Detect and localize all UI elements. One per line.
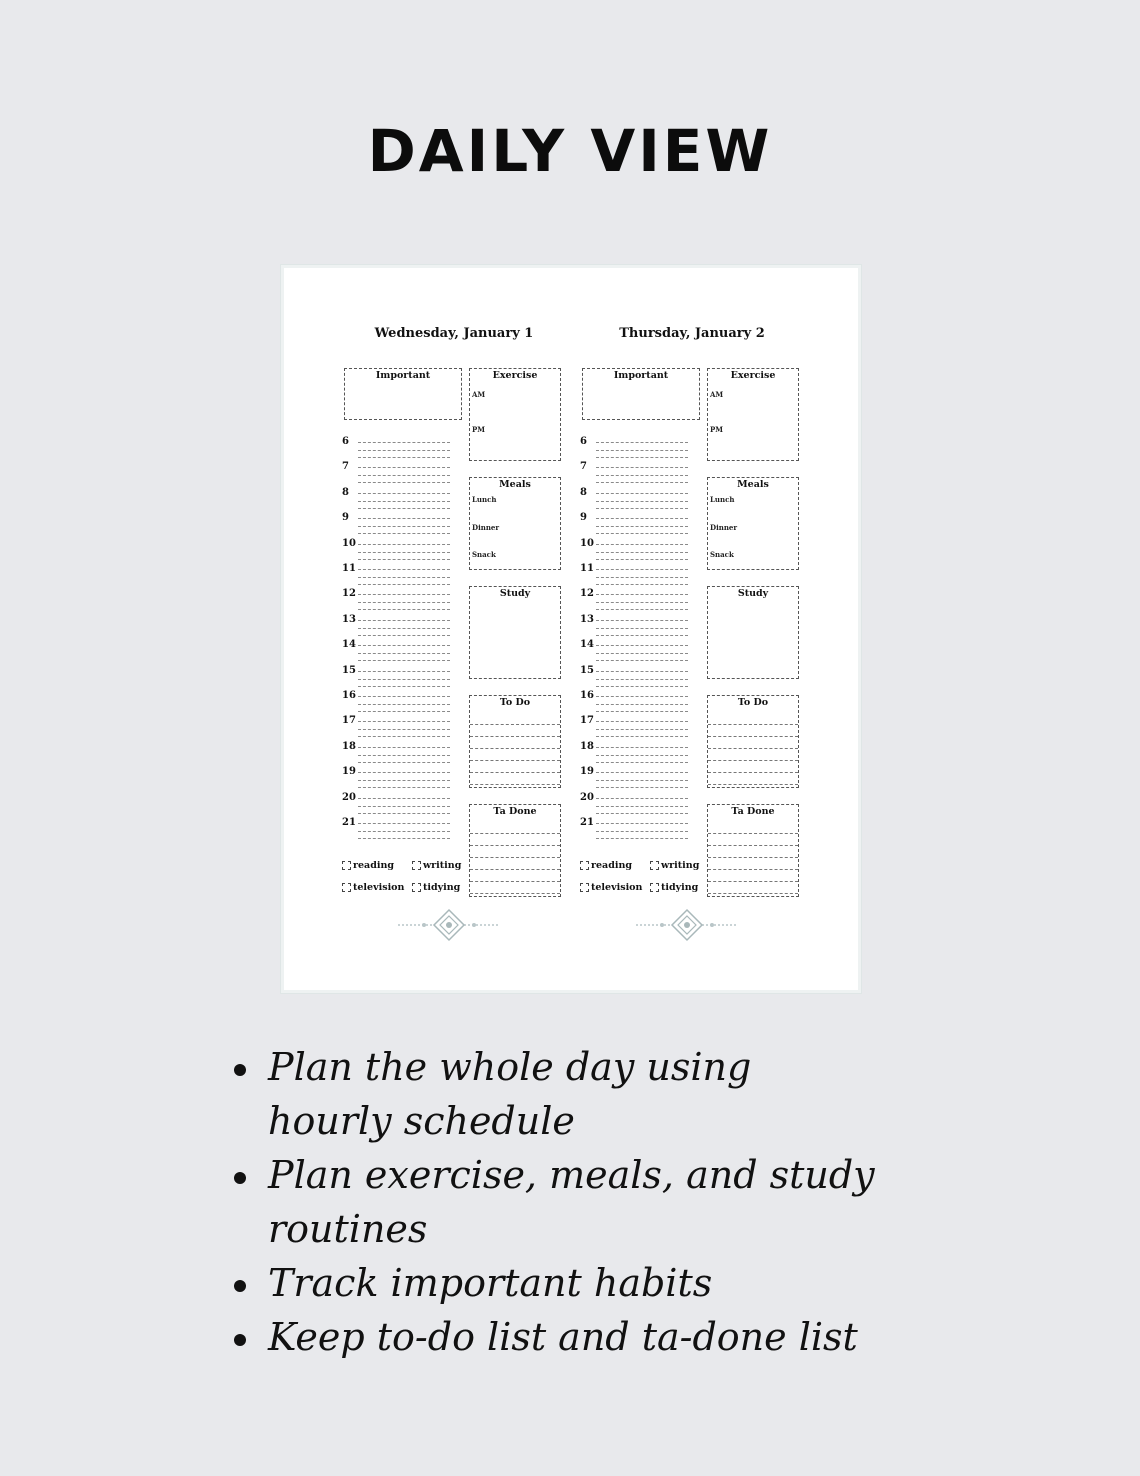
todo-line bbox=[470, 736, 560, 737]
tadone-line bbox=[470, 833, 560, 834]
hour-line bbox=[358, 482, 450, 483]
hour-line bbox=[358, 645, 450, 646]
todo-line bbox=[708, 736, 798, 737]
habit-label: writing bbox=[423, 860, 462, 871]
hour-line bbox=[596, 721, 688, 722]
hour-line bbox=[596, 457, 688, 458]
hour-line bbox=[596, 609, 688, 610]
hour-label: 12 bbox=[342, 588, 356, 600]
hour-line bbox=[596, 628, 688, 629]
hour-line bbox=[596, 584, 688, 585]
habit-label: reading bbox=[353, 860, 395, 871]
feature-item bbox=[232, 1310, 1012, 1364]
hour-line bbox=[358, 755, 450, 756]
hour-line bbox=[358, 544, 450, 545]
todo-box bbox=[469, 695, 561, 788]
hour-line bbox=[358, 552, 450, 553]
tadone-title: Ta Done bbox=[493, 806, 537, 817]
hour-line bbox=[596, 711, 688, 712]
hour-line bbox=[596, 798, 688, 799]
todo-line bbox=[470, 748, 560, 749]
habit-television bbox=[580, 882, 642, 893]
hour-line bbox=[596, 679, 688, 680]
tadone-line bbox=[470, 869, 560, 870]
todo-line bbox=[708, 772, 798, 773]
habit-checkbox bbox=[650, 861, 659, 870]
hour-line bbox=[358, 736, 450, 737]
hour-line bbox=[358, 721, 450, 722]
habit-label: television bbox=[353, 882, 405, 893]
habit-checkbox bbox=[580, 861, 589, 870]
habit-label: television bbox=[591, 882, 643, 893]
hour-line bbox=[358, 660, 450, 661]
hour-line bbox=[596, 620, 688, 621]
hour-line bbox=[596, 594, 688, 595]
hour-line bbox=[358, 501, 450, 502]
tadone-line bbox=[708, 845, 798, 846]
meals-title: Meals bbox=[499, 479, 531, 490]
tadone-box bbox=[707, 804, 799, 897]
habit-writing bbox=[650, 860, 699, 871]
tadone-line bbox=[708, 869, 798, 870]
feature-text: Track important habits bbox=[268, 1261, 713, 1305]
hour-label: 7 bbox=[342, 461, 349, 473]
hour-line bbox=[596, 645, 688, 646]
hour-label: 14 bbox=[342, 639, 356, 651]
study-box bbox=[469, 586, 561, 679]
feature-text: Plan exercise, meals, and study routines bbox=[268, 1153, 875, 1251]
exercise-box bbox=[469, 368, 561, 461]
tadone-line bbox=[470, 857, 560, 858]
bullet-icon bbox=[234, 1172, 246, 1184]
tadone-line bbox=[708, 857, 798, 858]
feature-text: Plan the whole day using hourly schedule bbox=[268, 1045, 752, 1143]
hour-label: 10 bbox=[580, 537, 594, 549]
day-title: Wednesday, January 1 bbox=[374, 326, 534, 341]
hour-line bbox=[596, 671, 688, 672]
hour-label: 6 bbox=[580, 436, 587, 447]
todo-line bbox=[470, 724, 560, 725]
hour-line bbox=[596, 501, 688, 502]
hour-line bbox=[596, 686, 688, 687]
exercise-am-label: AM bbox=[472, 390, 486, 399]
habit-reading bbox=[580, 860, 632, 871]
hour-line bbox=[596, 653, 688, 654]
hour-label: 13 bbox=[342, 613, 356, 625]
hour-line bbox=[596, 747, 688, 748]
meals-lunch-label: Lunch bbox=[472, 495, 497, 504]
hour-line bbox=[358, 762, 450, 763]
hour-label: 15 bbox=[580, 664, 594, 676]
exercise-title: Exercise bbox=[492, 370, 538, 381]
hour-label: 8 bbox=[580, 486, 587, 498]
day-title: Thursday, January 2 bbox=[619, 326, 765, 341]
todo-line bbox=[470, 784, 560, 785]
hour-line bbox=[358, 493, 450, 494]
meals-snack-label: Snack bbox=[710, 550, 734, 559]
important-box bbox=[344, 368, 462, 420]
hour-line bbox=[358, 686, 450, 687]
hour-line bbox=[596, 518, 688, 519]
hour-line bbox=[358, 696, 450, 697]
hour-line bbox=[596, 602, 688, 603]
tadone-line bbox=[470, 893, 560, 894]
hour-line bbox=[596, 806, 688, 807]
habit-checkbox bbox=[580, 883, 589, 892]
habit-tidying bbox=[650, 882, 698, 893]
hour-label: 11 bbox=[342, 563, 356, 574]
hour-line bbox=[358, 806, 450, 807]
todo-title: To Do bbox=[499, 697, 531, 708]
hour-label: 19 bbox=[580, 766, 594, 778]
hour-line bbox=[358, 787, 450, 788]
bullet-icon bbox=[234, 1280, 246, 1292]
hour-line bbox=[358, 584, 450, 585]
hour-label: 19 bbox=[342, 766, 356, 778]
hour-line bbox=[596, 787, 688, 788]
hour-label: 17 bbox=[342, 715, 356, 727]
hour-line bbox=[596, 831, 688, 832]
meals-dinner-label: Dinner bbox=[472, 523, 500, 532]
hour-line bbox=[358, 569, 450, 570]
habit-tidying bbox=[412, 882, 460, 893]
hour-line bbox=[596, 704, 688, 705]
important-label: Important bbox=[375, 370, 431, 381]
hour-line bbox=[358, 577, 450, 578]
tadone-line bbox=[708, 893, 798, 894]
hour-line bbox=[596, 450, 688, 451]
important-box bbox=[582, 368, 700, 420]
hour-line bbox=[358, 508, 450, 509]
study-box bbox=[707, 586, 799, 679]
hour-line bbox=[358, 831, 450, 832]
tadone-line bbox=[708, 881, 798, 882]
hour-line bbox=[358, 518, 450, 519]
hour-label: 20 bbox=[580, 791, 594, 803]
feature-item bbox=[232, 1256, 1012, 1310]
hour-label: 13 bbox=[580, 613, 594, 625]
hour-line bbox=[596, 569, 688, 570]
hour-line bbox=[358, 711, 450, 712]
important-label: Important bbox=[613, 370, 669, 381]
hour-line bbox=[358, 526, 450, 527]
hour-line bbox=[596, 755, 688, 756]
hour-line bbox=[596, 635, 688, 636]
hour-line bbox=[596, 772, 688, 773]
hour-line bbox=[358, 635, 450, 636]
feature-list bbox=[232, 1040, 1012, 1364]
hour-label: 17 bbox=[580, 715, 594, 727]
ornament-divider bbox=[632, 908, 742, 942]
hour-label: 15 bbox=[342, 664, 356, 676]
hour-line bbox=[358, 679, 450, 680]
tadone-line bbox=[708, 833, 798, 834]
hour-line bbox=[596, 813, 688, 814]
habit-label: tidying bbox=[661, 882, 699, 893]
hour-label: 11 bbox=[580, 563, 594, 574]
hour-label: 12 bbox=[580, 588, 594, 600]
hour-line bbox=[358, 813, 450, 814]
hour-label: 16 bbox=[342, 690, 356, 701]
hour-line bbox=[358, 628, 450, 629]
meals-box bbox=[707, 477, 799, 570]
day-column bbox=[342, 268, 562, 990]
exercise-pm-label: PM bbox=[472, 425, 486, 434]
bullet-icon bbox=[234, 1334, 246, 1346]
habit-checkbox bbox=[650, 883, 659, 892]
page-title: DAILY VIEW bbox=[367, 117, 773, 185]
hour-line bbox=[596, 442, 688, 443]
tadone-line bbox=[470, 845, 560, 846]
hour-line bbox=[596, 736, 688, 737]
hour-line bbox=[358, 772, 450, 773]
hour-line bbox=[358, 729, 450, 730]
habit-checkbox bbox=[342, 883, 351, 892]
hour-line bbox=[596, 780, 688, 781]
meals-box bbox=[469, 477, 561, 570]
hour-line bbox=[358, 457, 450, 458]
hour-line bbox=[596, 559, 688, 560]
hour-line bbox=[596, 823, 688, 824]
feature-item bbox=[232, 1040, 828, 1148]
hour-line bbox=[358, 620, 450, 621]
exercise-pm-label: PM bbox=[710, 425, 724, 434]
tadone-line bbox=[470, 881, 560, 882]
hour-line bbox=[596, 493, 688, 494]
feature-item bbox=[232, 1148, 1012, 1256]
day-column bbox=[580, 268, 800, 990]
hour-line bbox=[358, 533, 450, 534]
hour-line bbox=[596, 577, 688, 578]
hour-line bbox=[358, 671, 450, 672]
hour-label: 20 bbox=[342, 791, 356, 803]
hour-line bbox=[358, 653, 450, 654]
hour-label: 18 bbox=[342, 740, 356, 752]
feature-text: Keep to-do list and ta-done list bbox=[268, 1315, 858, 1359]
hour-label: 14 bbox=[580, 639, 594, 651]
hour-label: 21 bbox=[342, 817, 356, 828]
todo-line bbox=[708, 748, 798, 749]
hour-line bbox=[358, 838, 450, 839]
hour-line bbox=[358, 450, 450, 451]
hour-line bbox=[358, 823, 450, 824]
todo-box bbox=[707, 695, 799, 788]
habit-writing bbox=[412, 860, 461, 871]
meals-title: Meals bbox=[737, 479, 769, 490]
hour-label: 10 bbox=[342, 537, 356, 549]
todo-line bbox=[470, 772, 560, 773]
hour-line bbox=[596, 533, 688, 534]
bullet-icon bbox=[234, 1064, 246, 1076]
hour-label: 16 bbox=[580, 690, 594, 701]
hour-line bbox=[596, 696, 688, 697]
todo-title: To Do bbox=[737, 697, 769, 708]
hour-line bbox=[358, 467, 450, 468]
hour-label: 7 bbox=[580, 461, 587, 473]
meals-dinner-label: Dinner bbox=[710, 523, 738, 532]
hour-line bbox=[358, 559, 450, 560]
tadone-title: Ta Done bbox=[731, 806, 775, 817]
todo-line bbox=[708, 724, 798, 725]
exercise-box bbox=[707, 368, 799, 461]
todo-line bbox=[708, 784, 798, 785]
study-title: Study bbox=[737, 588, 769, 599]
ornament-divider bbox=[394, 908, 504, 942]
hour-line bbox=[596, 762, 688, 763]
hour-label: 21 bbox=[580, 817, 594, 828]
habit-checkbox bbox=[412, 861, 421, 870]
exercise-title: Exercise bbox=[730, 370, 776, 381]
hour-line bbox=[596, 467, 688, 468]
hour-label: 18 bbox=[580, 740, 594, 752]
habit-label: tidying bbox=[423, 882, 461, 893]
hour-label: 6 bbox=[342, 436, 349, 447]
hour-label: 8 bbox=[342, 486, 349, 498]
hour-line bbox=[358, 609, 450, 610]
hour-line bbox=[596, 526, 688, 527]
planner-sheet-preview bbox=[284, 268, 858, 990]
hour-line bbox=[596, 660, 688, 661]
habit-label: writing bbox=[661, 860, 700, 871]
hour-line bbox=[358, 475, 450, 476]
hour-line bbox=[596, 544, 688, 545]
habit-checkbox bbox=[342, 861, 351, 870]
hour-line bbox=[358, 798, 450, 799]
hour-line bbox=[596, 552, 688, 553]
meals-lunch-label: Lunch bbox=[710, 495, 735, 504]
exercise-am-label: AM bbox=[710, 390, 724, 399]
hour-line bbox=[358, 442, 450, 443]
hour-line bbox=[358, 747, 450, 748]
todo-line bbox=[470, 760, 560, 761]
hour-line bbox=[596, 482, 688, 483]
habit-checkbox bbox=[412, 883, 421, 892]
todo-line bbox=[708, 760, 798, 761]
study-title: Study bbox=[499, 588, 531, 599]
habit-reading bbox=[342, 860, 394, 871]
habit-television bbox=[342, 882, 404, 893]
hour-line bbox=[358, 594, 450, 595]
hour-line bbox=[358, 602, 450, 603]
hour-line bbox=[358, 780, 450, 781]
habit-label: reading bbox=[591, 860, 633, 871]
hour-line bbox=[596, 838, 688, 839]
hour-label: 9 bbox=[342, 512, 349, 524]
hour-line bbox=[596, 729, 688, 730]
hour-label: 9 bbox=[580, 512, 587, 524]
hour-line bbox=[358, 704, 450, 705]
hour-line bbox=[596, 475, 688, 476]
tadone-box bbox=[469, 804, 561, 897]
meals-snack-label: Snack bbox=[472, 550, 496, 559]
hour-line bbox=[596, 508, 688, 509]
